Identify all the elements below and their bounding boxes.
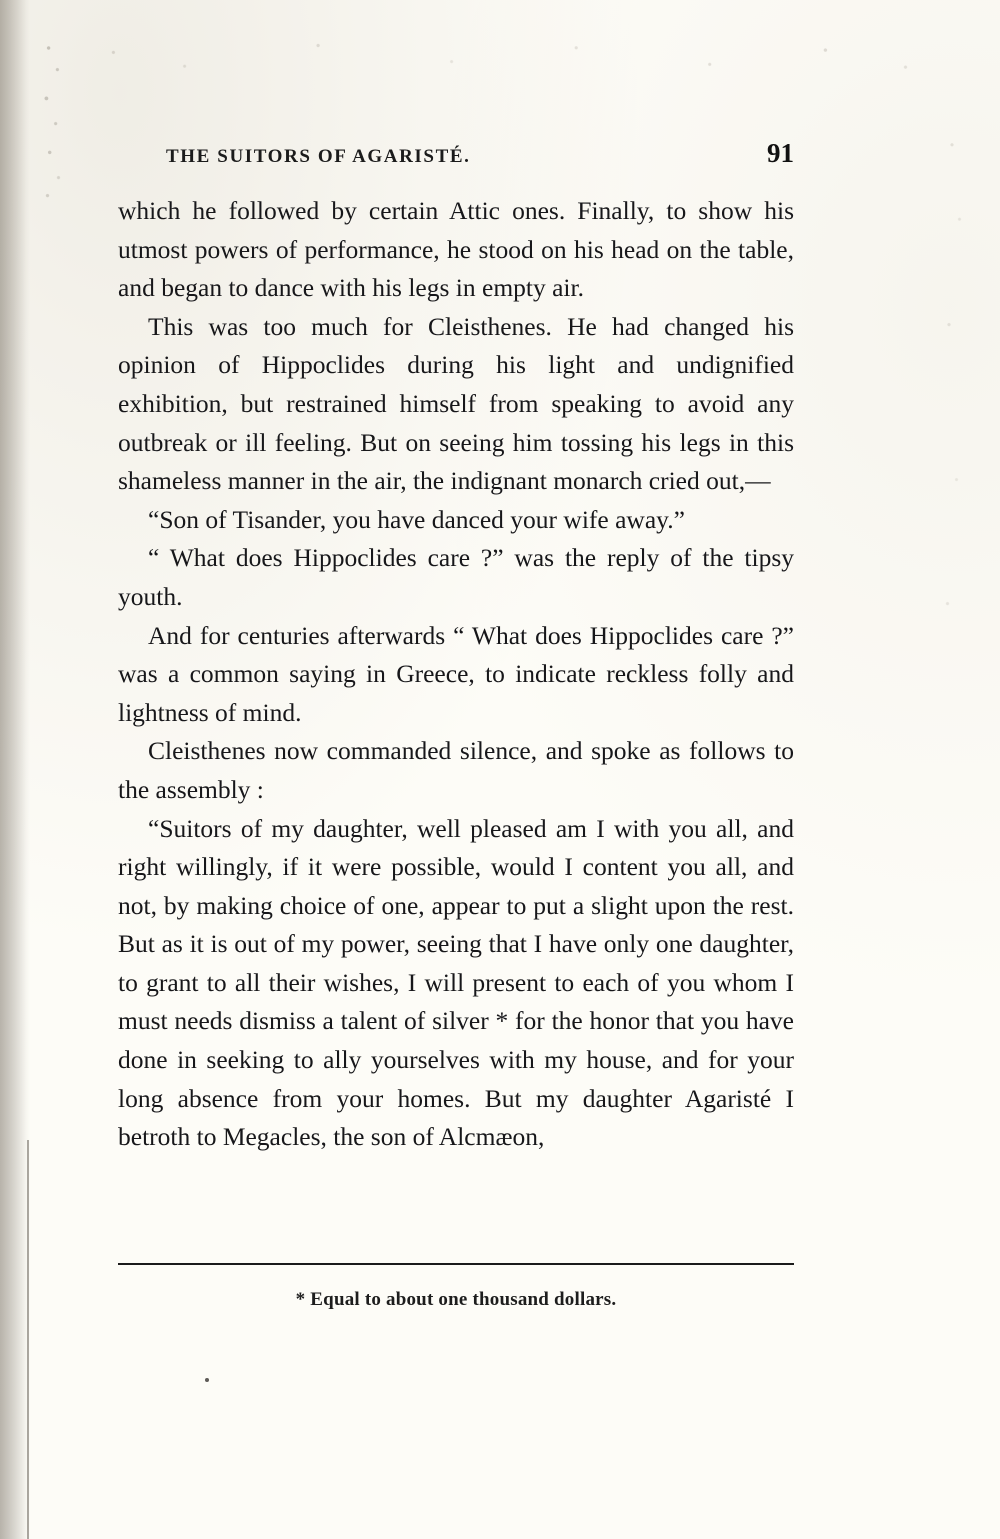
paragraph: Cleisthenes now commanded silence, and spoke as follows to the assembly : <box>118 736 794 804</box>
page-number: 91 <box>767 138 794 168</box>
body-text <box>118 192 794 1157</box>
paragraph: And for centuries afterwards “ What does Hippoclides care ?” was a common saying in Greece, to indicate reckless folly and lightness of mind. <box>118 620 794 727</box>
running-head-title: THE SUITORS OF AGARISTÉ. <box>166 146 471 167</box>
ink-speck <box>205 1378 209 1382</box>
paragraph: This was too much for Cleisthenes. He had changed his opinion of Hippoclides during his light and undignified exhibition, but restrained himself from speaking to avoid any outbreak or ill feeling. But on seeing him tossing his legs in this shameless manner in the air, the indignant monarch cried out,— <box>118 311 794 496</box>
paragraph: “Son of Tisander, you have danced your wife away.” <box>148 504 685 534</box>
paragraph: “ What does Hippoclides care ?” was the reply of the tipsy youth. <box>118 543 794 611</box>
running-head <box>118 138 794 169</box>
footnote-text: * Equal to about one thousand dollars. <box>295 1289 617 1310</box>
paragraph: which he followed by certain Attic ones. Finally, to show his utmost powers of performance, he stood on his head on the table, and began to dance with his legs in empty air. <box>118 196 794 303</box>
paragraph: “Suitors of my daughter, well pleased am I with you all, and right willingly, if it were possible, would I content you all, and not, by making choice of one, appear to put a slight upon the rest. But as it is out of my power, seeing that I have only one daughter, to grant to all their wishes, I will present to each of you whom I must needs dismiss a talent of silver * for the honor that you have done in seeking to ally yourselves with my house, and for your long absence from your homes. But my daughter Agaristé I betroth to Megacles, the son of Alcmæon, <box>118 813 794 1152</box>
footnote-separator <box>118 1263 794 1265</box>
